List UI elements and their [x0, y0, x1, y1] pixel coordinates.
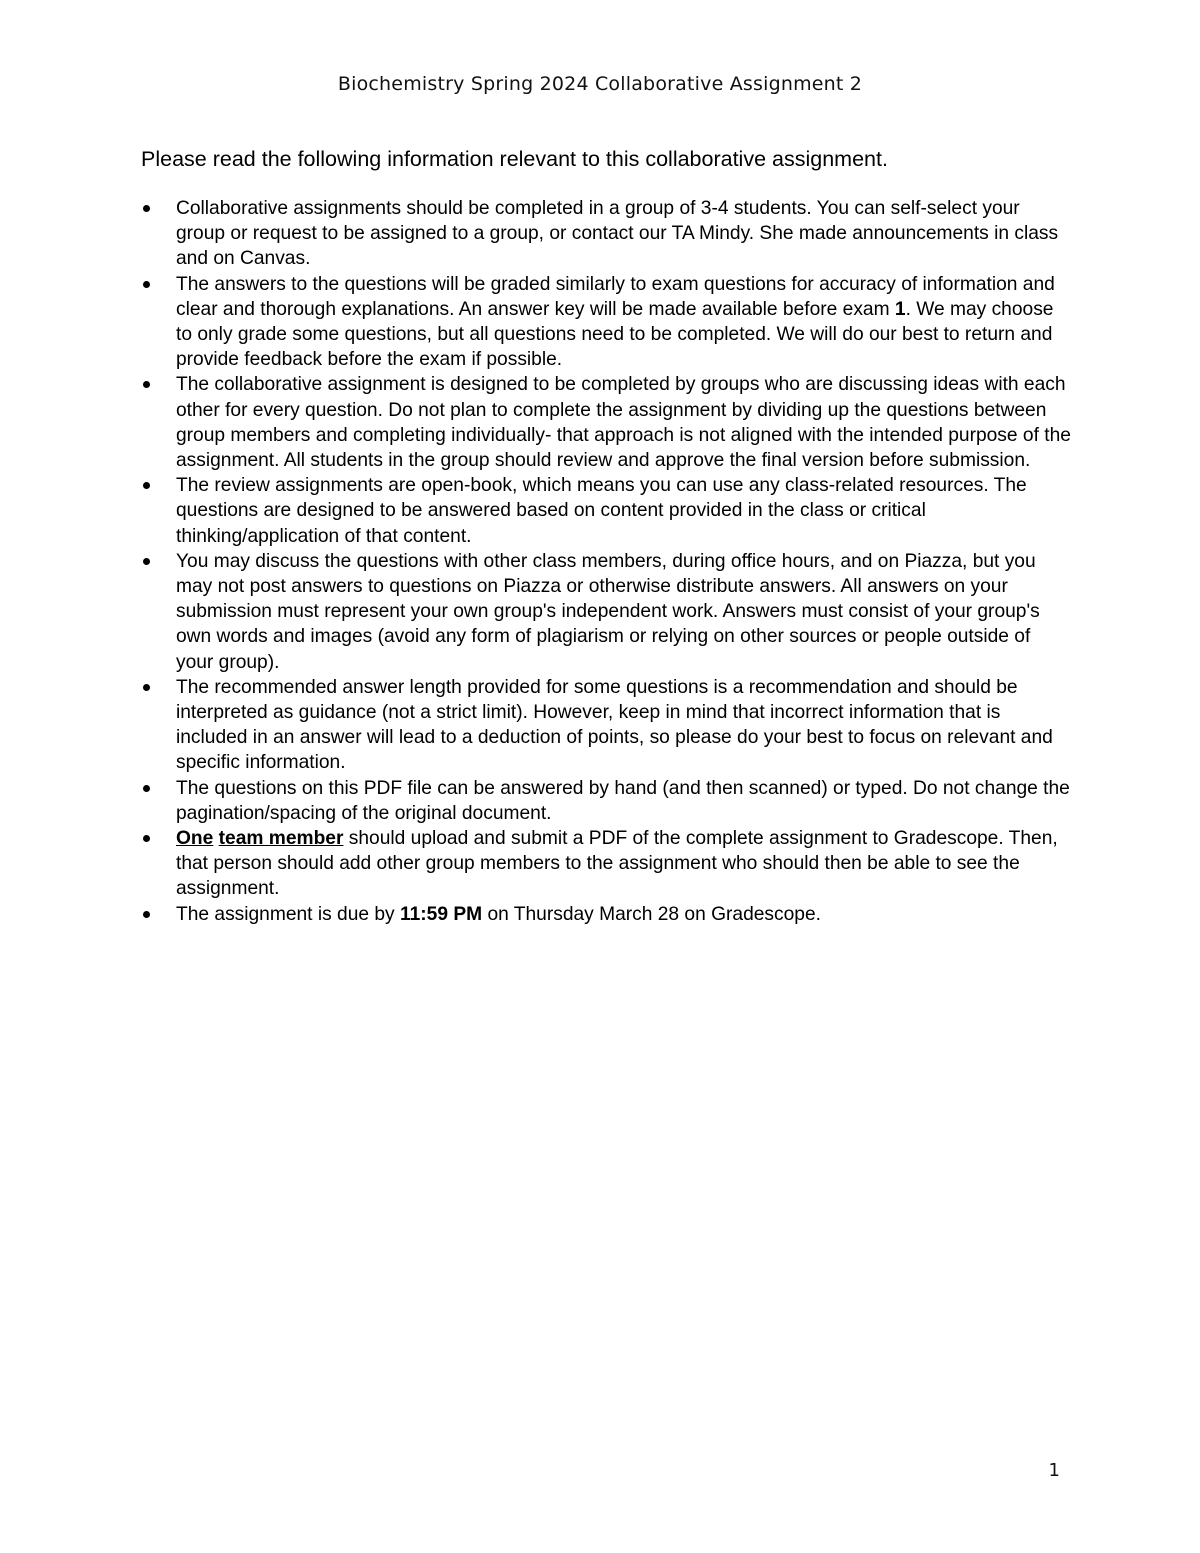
bullet-icon	[143, 205, 150, 212]
bullet-icon	[143, 558, 150, 565]
list-item-text: The assignment is due by	[176, 903, 400, 925]
bullet-icon	[143, 482, 150, 489]
list-item	[141, 372, 1071, 473]
list-item-text: The review assignments are open-book, which means you can use any class-related resources. The questions are designed to be answered based on content provided in the class or critical thinking/application of that content.	[176, 475, 1027, 547]
list-item-text: The answers to the questions will be graded similarly to exam questions for accuracy of information and clear and thorough explanations. An answer key will be made available before exam	[176, 273, 1055, 320]
list-item	[141, 549, 1071, 675]
bullet-icon	[143, 911, 150, 918]
bullet-icon	[143, 684, 150, 691]
list-item-text: The collaborative assignment is designed to be completed by groups who are discussing ideas with each other for every question. Do not plan to complete the assignment by dividing up the questions between group members and completing individually- that approach is not aligned with the intended purpose of the assignment. All students in the group should review and approve the final version before submission.	[176, 374, 1071, 472]
emphasis-team-member: team member	[218, 828, 344, 850]
list-item-text: . We may choose to only grade some questions, but all questions need to be completed. We will do our best to return and provide feedback before the exam if possible.	[176, 298, 1054, 371]
list-item	[141, 826, 1071, 902]
list-item-text: should upload and submit a PDF of the complete assignment to Gradescope. Then, that person should add other group members to the assignment who should then be able to see the assignment.	[176, 828, 1058, 900]
exam-number-bold: 1	[894, 298, 906, 320]
emphasis-one: One	[176, 828, 214, 850]
intro-paragraph: Please read the following information relevant to this collaborative assignment.	[141, 147, 888, 171]
bullet-icon	[143, 381, 150, 388]
list-item	[141, 776, 1071, 826]
document-header: Biochemistry Spring 2024 Collaborative Assignment 2	[337, 73, 863, 95]
list-item	[141, 902, 1071, 927]
list-item-text: on Thursday March 28 on Gradescope.	[482, 903, 821, 925]
bullet-icon	[143, 785, 150, 792]
due-time-bold: 11:59 PM	[399, 903, 483, 925]
list-item	[141, 473, 1071, 549]
page-number: 1	[1048, 1460, 1060, 1481]
list-item	[141, 196, 1071, 272]
instruction-list	[141, 196, 1071, 927]
bullet-icon	[143, 281, 150, 288]
list-item	[141, 272, 1071, 373]
list-item	[141, 675, 1071, 776]
list-item-text: You may discuss the questions with other class members, during office hours, and on Piazza, but you may not post answers to questions on Piazza or otherwise distribute answers. All answers on your submission must represent your own group's independent work. Answers must consist of your group's own words and images (avoid any form of plagiarism or relying on other sources or people outside of your group).	[176, 550, 1040, 673]
bullet-icon	[143, 835, 150, 842]
list-item-text: Collaborative assignments should be completed in a group of 3-4 students. You can self-select your group or request to be assigned to a group, or contact our TA Mindy. She made announcements in class and on Canvas.	[176, 198, 1059, 270]
list-item-text: The questions on this PDF file can be answered by hand (and then scanned) or typed. Do not change the pagination/spacing of the original document.	[176, 777, 1070, 824]
list-item-text: The recommended answer length provided for some questions is a recommendation and should be interpreted as guidance (not a strict limit). However, keep in mind that incorrect information that is included in an answer will lead to a deduction of points, so please do your best to focus on relevant and specific information.	[176, 676, 1053, 774]
